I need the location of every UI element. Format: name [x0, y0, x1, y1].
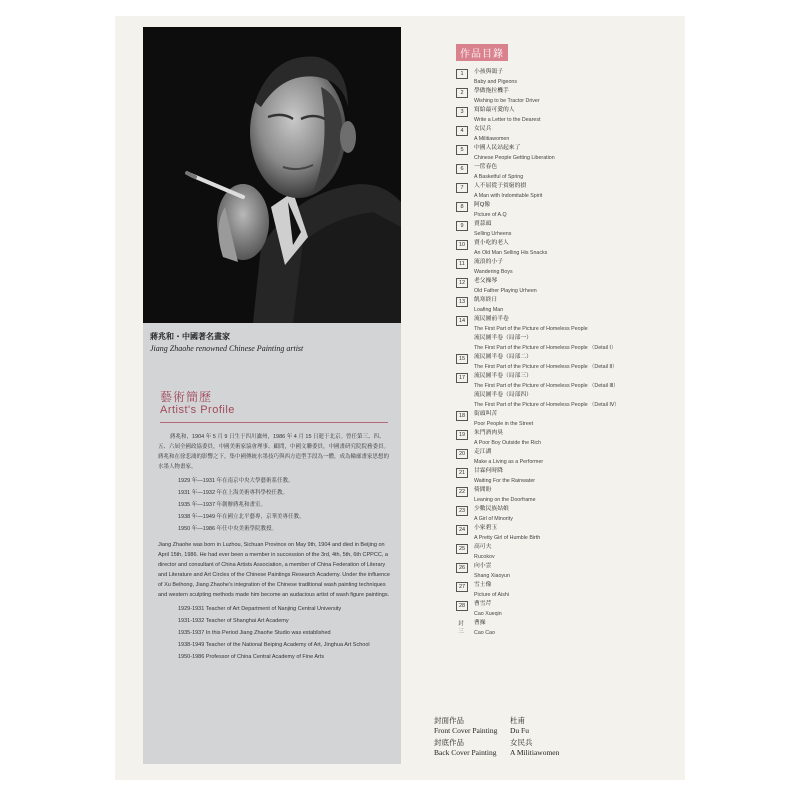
toc-entry — [456, 106, 656, 125]
profile-title-english: Artist's Profile — [160, 404, 235, 416]
timeline-item-chinese: 1935 年—1937 年創辦蔣兆和畫室。 — [178, 502, 267, 508]
toc-entry-number: 18 — [456, 411, 468, 421]
toc-entry-title-english: A Girl of Minority — [474, 515, 513, 522]
toc-entry-title-english: Waiting For the Rainwater — [474, 477, 536, 484]
toc-subentry-title-english: The First Part of the Picture of Homeless People （Detail Ⅳ） — [474, 401, 620, 408]
toc-entry-number: 20 — [456, 449, 468, 459]
toc-entry-title-chinese: 學做拖拉機手 — [474, 88, 509, 94]
front-cover-title-en: Du Fu — [510, 726, 529, 735]
front-cover-label-zh: 封面作品 — [434, 716, 464, 725]
toc-entry-title-english: Wandering Boys — [474, 268, 513, 275]
toc-entry-title-english: A Pretty Girl of Humble Birth — [474, 534, 541, 541]
toc-entry-title-chinese: 阿Q像 — [474, 202, 491, 208]
toc-entry-title-english: Make a Living as a Performer — [474, 458, 544, 465]
toc-entry-title-chinese: 中國人民站起來了 — [474, 145, 521, 151]
profile-timeline-english — [158, 604, 390, 662]
toc-entry — [456, 448, 656, 467]
toc-entry-title-chinese: 女民兵 — [474, 126, 492, 132]
toc-entry-title-chinese: 流浪的小子 — [474, 259, 503, 265]
timeline-item-english: 1929-1931 Teacher of Art Department of Nanjing Central University — [178, 606, 342, 612]
toc-entry — [456, 144, 656, 163]
toc-entry-title-chinese: 飢寒終日 — [474, 297, 498, 303]
toc-entry — [456, 581, 656, 600]
toc-entry-title-english: The First Part of the Picture of Homeless People — [474, 325, 588, 332]
toc-entry — [456, 125, 656, 144]
toc-entry — [456, 239, 656, 258]
toc-entry-number: 11 — [456, 259, 468, 269]
toc-entry — [456, 277, 656, 296]
timeline-item-english: 1935-1937 In this Period Jiang Zhaohe Studio was established — [178, 630, 331, 636]
back-cover-title-zh: 女民兵 — [510, 738, 533, 747]
profile-timeline-chinese — [158, 476, 390, 534]
toc-entry-title-english: Chinese People Getting Liberation — [474, 154, 555, 161]
toc-entry-title-english: Loafing Man — [474, 306, 504, 313]
toc-subentry-title-chinese: 流民圖半卷（局部一） — [474, 335, 532, 341]
toc-entry — [456, 372, 656, 410]
toc-entry — [456, 562, 656, 581]
toc-entry-title-english: Shang Xiaoyun — [474, 572, 510, 579]
toc-entry-number: 27 — [456, 582, 468, 592]
toc-entry-title-english: Poor People in the Street — [474, 420, 534, 427]
toc-entry-title-chinese: 老父操琴 — [474, 278, 498, 284]
toc-entry-title-chinese: 賣小吃的老人 — [474, 240, 509, 246]
toc-entry — [456, 505, 656, 524]
toc-entry-number: 17 — [456, 373, 468, 383]
profile-intro-chinese: 蔣兆和，1904 年 5 月 9 日生于四川瀘州，1986 年 4 月 15 日逝于北京。曾任第三、四、五、六屆全國政協委員，中國美術家協會理事、顧問，中國文聯委員，中國畫研究院院務委員。蔣兆和在徐悲鴻的影響之下，集中國傳統水墨技巧與西方造型手段為一體，成為輪廓畫家思想的水墨人物畫家。 — [158, 434, 390, 470]
toc-subentry-title-chinese: 流民圖半卷（局部四） — [474, 392, 532, 398]
toc-entry-title-chinese: 倚閭盼 — [474, 487, 492, 493]
toc-subentry-title-english: The First Part of the Picture of Homeless People （Detail Ⅰ） — [474, 344, 617, 351]
toc-entry-title-chinese: 走江湖 — [474, 449, 492, 455]
toc-entry-title-english: Wishing to be Tractor Driver — [474, 97, 540, 104]
toc-entry-title-chinese: 甘霖何時降 — [474, 468, 503, 474]
toc-entry-title-english: A Militiawomen — [474, 135, 510, 142]
toc-entry — [456, 68, 656, 87]
timeline-item-english: 1950-1986 Professor of China Central Academy of Fine Arts — [178, 654, 325, 660]
toc-entry — [456, 429, 656, 448]
front-cover-row-en — [434, 726, 574, 737]
toc-entry-number: 22 — [456, 487, 468, 497]
toc-entry-title-english: Cao Xueqin — [474, 610, 502, 617]
toc-entry-title-chinese: 寫給最可愛的人 — [474, 107, 515, 113]
toc-entry — [456, 182, 656, 201]
toc-entry — [456, 201, 656, 220]
profile-intro-english: Jiang Zhaohe was born in Luzhou, Sichuan Province on May 9th, 1904 and died in Beijing on April 15th, 1986. He had ever been a member in succession of the 3rd, 4th, 5th, 6th CPPCC, a director and consultant of China Artists Association, a member of China Federation of Literary and Literature and Art Circles of the Chinese Paintings Research Academy. Under the influence of Xu Beihong, Jiang Zhaohe's integration of the Chinese traditional wash painting techniques and western sculpting methods made him become an audacious artist of wash figure paintings. — [158, 542, 390, 598]
toc-entry — [456, 258, 656, 277]
toc-entry-title-chinese: 少數民族姑娘 — [474, 506, 509, 512]
toc-entry-title-english: The First Part of the Picture of Homeless People （Detail Ⅲ） — [474, 382, 619, 389]
toc-list — [456, 68, 656, 638]
toc-entry-title-chinese: 街頭叫苦 — [474, 411, 498, 417]
toc-entry-number: 19 — [456, 430, 468, 440]
toc-entry-number: 7 — [456, 183, 468, 193]
cover-info — [434, 715, 574, 759]
toc-entry-number: 8 — [456, 202, 468, 212]
toc-entry-title-chinese: 小孩與鴿子 — [474, 69, 503, 75]
toc-entry-number: 12 — [456, 278, 468, 288]
toc-entry-title-chinese: 朱門酒肉臭 — [474, 430, 503, 436]
toc-entry — [456, 619, 656, 638]
toc-entry — [456, 410, 656, 429]
timeline-item-chinese: 1929 年—1931 年在南京中央大學藝術系任教。 — [178, 478, 294, 484]
toc-entry-number: 21 — [456, 468, 468, 478]
toc-entry-title-chinese: 雪士像 — [474, 582, 492, 588]
toc-entry-number: 24 — [456, 525, 468, 535]
toc-entry-number: 14 — [456, 316, 468, 326]
toc-entry-title-english: Selling Urheens — [474, 230, 512, 237]
toc-entry-title-chinese: 流民圖半卷（局部二） — [474, 354, 532, 360]
toc-entry — [456, 163, 656, 182]
toc-entry-number: 1 — [456, 69, 468, 79]
toc-entry-title-chinese: 向小雲 — [474, 563, 492, 569]
toc-entry-title-english: Leaning on the Doorframe — [474, 496, 536, 503]
title-divider — [160, 422, 388, 423]
toc-entry-number: 15 — [456, 354, 468, 364]
toc-entry-title-english: Picture of Aishi — [474, 591, 510, 598]
photo-caption-english: Jiang Zhaohe renowned Chinese Painting artist — [150, 344, 304, 353]
toc-entry-number: 3 — [456, 107, 468, 117]
toc-entry-number: 25 — [456, 544, 468, 554]
toc-entry — [456, 486, 656, 505]
toc-entry — [456, 524, 656, 543]
back-cover-label-zh: 封底作品 — [434, 738, 464, 747]
toc-entry — [456, 543, 656, 562]
toc-entry-title-chinese: 流民圖半卷（局部三） — [474, 373, 532, 379]
toc-entry — [456, 315, 656, 353]
toc-entry-title-english: Picture of A.Q — [474, 211, 507, 218]
toc-heading: 作品目錄 — [456, 44, 508, 61]
artist-portrait-photo — [143, 27, 401, 323]
timeline-item-english: 1938-1949 Teacher of the National Beiping Academy of Art, Jinghua Art School — [178, 642, 370, 648]
timeline-item-chinese: 1931 年—1932 年在上海美術專科學校任教。 — [178, 490, 289, 496]
toc-entry-title-chinese: 賣蒜頭 — [474, 221, 492, 227]
front-cover-label-en: Front Cover Painting — [434, 726, 498, 735]
toc-entry-number: 26 — [456, 563, 468, 573]
toc-entry-title-english: An Old Man Selling His Snacks — [474, 249, 548, 256]
toc-entry-title-english: Baby and Pigeons — [474, 78, 517, 85]
toc-entry — [456, 296, 656, 315]
timeline-item-chinese: 1938 年—1949 年在國立北平藝專，京華美專任教。 — [178, 514, 305, 520]
profile-body — [158, 432, 390, 664]
toc-entry-number: 2 — [456, 88, 468, 98]
toc-entry-title-chinese: 高可夫 — [474, 544, 492, 550]
toc-entry-title-english: Write a Letter to the Dearest — [474, 116, 541, 123]
toc-entry-title-english: Cao Cao — [474, 629, 495, 636]
toc-entry-number: 4 — [456, 126, 468, 136]
toc-entry — [456, 353, 656, 372]
toc-entry-number: 10 — [456, 240, 468, 250]
toc-entry-title-english: Rucokov — [474, 553, 495, 560]
back-cover-title-en: A Militiawomen — [510, 748, 560, 757]
toc-entry-number: 23 — [456, 506, 468, 516]
toc-entry-number: 6 — [456, 164, 468, 174]
toc-entry-title-chinese: 曹雪芹 — [474, 601, 492, 607]
toc-entry — [456, 467, 656, 486]
toc-entry — [456, 220, 656, 239]
toc-entry-title-chinese: 曹操 — [474, 620, 486, 626]
back-cover-label-en: Back Cover Painting — [434, 748, 497, 757]
toc-entry-title-english: A Poor Boy Outside the Rich — [474, 439, 542, 446]
profile-title-chinese: 藝術簡歷 — [160, 390, 213, 404]
toc-entry-title-english: A Man with Indomitable Spirit — [474, 192, 543, 199]
toc-entry — [456, 600, 656, 619]
toc-entry-title-chinese: 流民圖前半卷 — [474, 316, 509, 322]
portrait-image — [143, 27, 401, 323]
toc-entry-number: 28 — [456, 601, 468, 611]
toc-entry-title-english: Old Father Playing Urheen — [474, 287, 537, 294]
toc-entry-title-chinese: 小家碧玉 — [474, 525, 498, 531]
toc-entry-title-english: A Basketful of Spring — [474, 173, 524, 180]
back-cover-row-en — [434, 748, 574, 759]
toc-entry — [456, 87, 656, 106]
toc-entry-title-english: The First Part of the Picture of Homeless People （Detail Ⅱ） — [474, 363, 618, 370]
timeline-item-english: 1931-1932 Teacher of Shanghai Art Academy — [178, 618, 289, 624]
toc-entry-number: 5 — [456, 145, 468, 155]
back-cover-row — [434, 737, 574, 748]
toc-entry-number: 封三 — [458, 621, 464, 635]
toc-entry-title-chinese: 一筐春色 — [474, 164, 498, 170]
photo-caption-chinese: 蔣兆和・中國著名畫家 — [150, 332, 230, 341]
toc-entry-number: 13 — [456, 297, 468, 307]
front-cover-row — [434, 715, 574, 726]
front-cover-title-zh: 杜甫 — [510, 716, 525, 725]
toc-entry-number: 9 — [456, 221, 468, 231]
toc-entry-title-chinese: 人不屈從于貧窮的損 — [474, 183, 527, 189]
timeline-item-chinese: 1950 年—1986 年任中央美術學院教授。 — [178, 526, 278, 532]
